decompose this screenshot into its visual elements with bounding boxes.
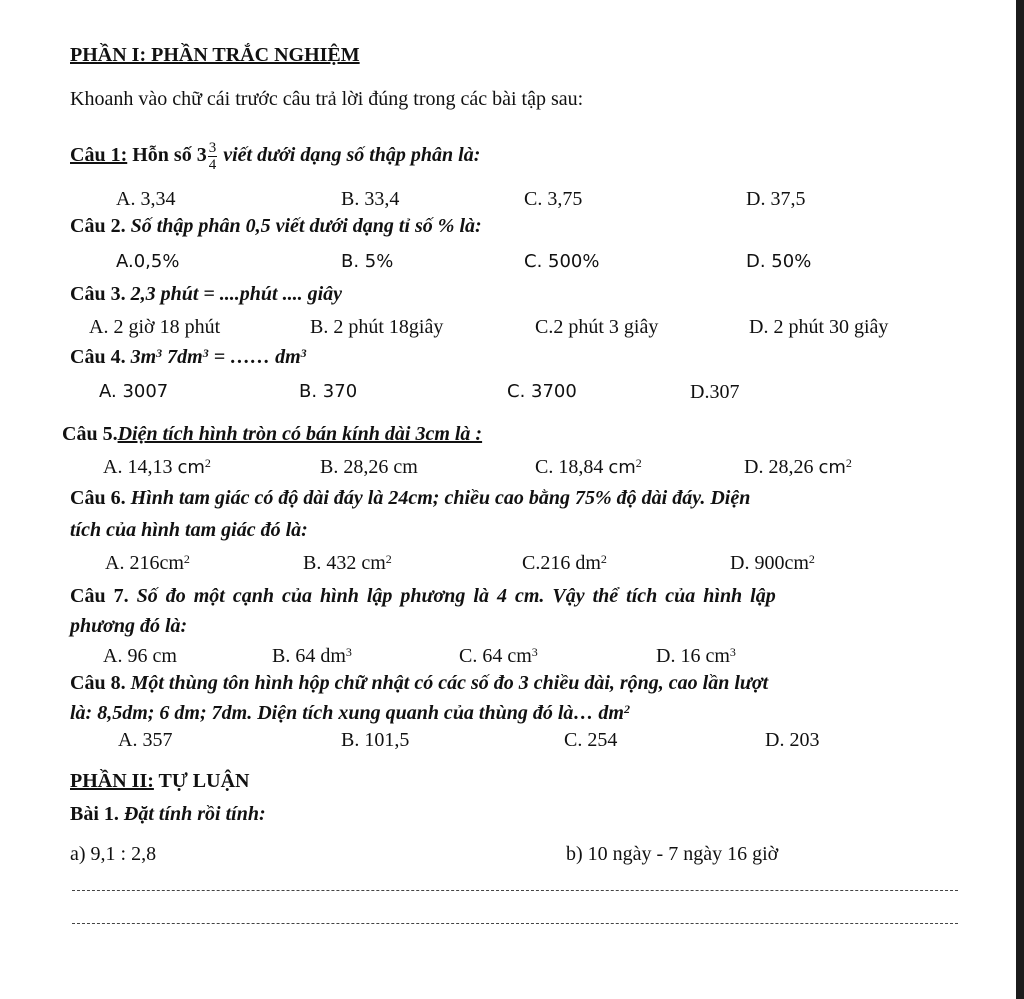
part1-instruction: Khoanh vào chữ cái trước câu trả lời đúng trong các bài tập sau: (70, 88, 584, 110)
q1-text: viết dưới dạng số thập phân là: (223, 144, 481, 167)
q8-option-c[interactable]: C. 254 (564, 729, 618, 751)
q4-option-b[interactable]: B. 370 (299, 381, 358, 402)
q7-label: Câu 7. (70, 585, 129, 607)
q6-option-b-text: B. 432 cm (303, 552, 386, 574)
q7-option-b[interactable] (272, 645, 352, 667)
question-6 (70, 487, 750, 509)
q8-label: Câu 8. (70, 672, 126, 694)
q7-option-c-sup: 3 (531, 645, 538, 659)
q2-option-c[interactable]: C. 500% (524, 251, 600, 272)
q1-fraction (208, 140, 218, 173)
answer-dotted-line-2 (72, 923, 958, 924)
q8-text-line2-text: là: 8,5dm; 6 dm; 7dm. Diện tích xung quanh của thùng đó là… dm (70, 702, 624, 724)
q4-label: Câu 4. (70, 346, 126, 368)
q1-label: Câu 1: (70, 144, 128, 167)
q5-option-c-sup: 2 (635, 456, 642, 470)
q2-label: Câu 2. (70, 215, 126, 237)
bai1-label: Bài 1. (70, 803, 119, 825)
q1-fraction-numerator: 3 (208, 140, 217, 156)
question-2 (70, 215, 482, 237)
q5-option-d-value: D. 28,26 (744, 456, 819, 478)
q2-text: Số thập phân 0,5 viết dưới dạng tỉ số % là: (130, 215, 482, 237)
q5-option-a-unit: cm (177, 457, 205, 478)
q6-option-b[interactable] (303, 552, 392, 574)
q6-text-line2: tích của hình tam giác đó là: (70, 519, 308, 541)
bai-1 (70, 803, 266, 825)
q6-text-line1: Hình tam giác có độ dài đáy là 24cm; chiều cao bằng 75% độ dài đáy. Diện (130, 487, 751, 509)
q3-option-c[interactable]: C.2 phút 3 giây (535, 316, 659, 338)
q1-option-a[interactable]: A. 3,34 (116, 188, 176, 210)
part2-title (70, 770, 249, 792)
q4-sup-b: 3 (202, 346, 209, 360)
question-8 (70, 672, 768, 694)
bai1-text: Đặt tính rồi tính: (123, 803, 266, 825)
q5-label: Câu 5. (62, 423, 118, 445)
q4-option-c[interactable]: C. 3700 (507, 381, 577, 402)
q6-option-c-sup: 2 (600, 552, 607, 566)
part2-subtitle: TỰ LUẬN (153, 770, 250, 792)
q7-option-c-text: C. 64 cm (459, 645, 532, 667)
question-5 (62, 423, 482, 445)
q1-option-c[interactable]: C. 3,75 (524, 188, 583, 210)
q7-option-c[interactable] (459, 645, 538, 667)
q7-option-a[interactable]: A. 96 cm (103, 645, 177, 667)
q6-option-c[interactable] (522, 552, 607, 574)
q1-option-b[interactable]: B. 33,4 (341, 188, 400, 210)
q7-option-d-text: D. 16 cm (656, 645, 730, 667)
q1-option-d[interactable]: D. 37,5 (746, 188, 806, 210)
question-4 (70, 346, 307, 368)
q7-option-d[interactable] (656, 645, 736, 667)
q4-expression (131, 346, 307, 368)
q8-option-b[interactable]: B. 101,5 (341, 729, 410, 751)
q6-label: Câu 6. (70, 487, 126, 509)
q3-text: 2,3 phút = ....phút .... giây (130, 283, 343, 305)
q4-text-c: = …… dm (208, 346, 301, 368)
q6-option-d[interactable] (730, 552, 815, 574)
q8-option-d[interactable]: D. 203 (765, 729, 820, 751)
q3-label: Câu 3. (70, 283, 126, 305)
q7-option-d-sup: 3 (729, 645, 736, 659)
q1-prefix: Hỗn số 3 (127, 144, 207, 167)
q4-text-a: 3m (130, 346, 157, 368)
q5-option-b[interactable]: B. 28,26 cm (320, 456, 418, 478)
q6-option-d-text: D. 900cm (730, 552, 809, 574)
q4-sup-a: 3 (156, 346, 163, 360)
q7-option-b-text: B. 64 dm (272, 645, 346, 667)
q6-option-d-sup: 2 (808, 552, 815, 566)
q5-option-d-unit: cm (818, 457, 846, 478)
q5-option-c-unit: cm (608, 457, 636, 478)
q5-option-a-sup: 2 (204, 456, 211, 470)
q6-option-a[interactable] (105, 552, 190, 574)
q4-sup-c: 3 (300, 346, 307, 360)
q4-text-b: 7dm (162, 346, 203, 368)
q5-text: Diện tích hình tròn có bán kính dài 3cm là : (117, 423, 483, 445)
q7-text-line1: Số đo một cạnh của hình lập phương là 4 cm. Vậy thể tích của hình lập (136, 585, 776, 607)
q5-option-d-sup: 2 (845, 456, 852, 470)
q8-option-a[interactable]: A. 357 (118, 729, 173, 751)
q8-text-line2 (70, 702, 630, 724)
q7-text-line2: phương đó là: (70, 615, 188, 637)
q5-option-a[interactable] (103, 456, 211, 479)
bai1-part-b: b) 10 ngày - 7 ngày 16 giờ (566, 843, 779, 865)
q6-option-b-sup: 2 (385, 552, 392, 566)
bai1-part-a: a) 9,1 : 2,8 (70, 843, 157, 865)
q1-fraction-denominator: 4 (208, 157, 217, 173)
q3-option-d[interactable]: D. 2 phút 30 giây (749, 316, 889, 338)
q6-option-a-text: A. 216cm (105, 552, 184, 574)
q6-option-c-text: C.216 dm (522, 552, 601, 574)
q3-option-a[interactable]: A. 2 giờ 18 phút (89, 316, 221, 338)
q8-text-line1: Một thùng tôn hình hộp chữ nhật có các số đo 3 chiều dài, rộng, cao lần lượt (130, 672, 769, 694)
question-7 (70, 585, 776, 607)
q5-option-c-value: C. 18,84 (535, 456, 609, 478)
q7-option-b-sup: 3 (345, 645, 352, 659)
q2-option-a[interactable]: A.0,5% (116, 251, 180, 272)
question-1 (70, 140, 480, 173)
q4-option-d[interactable]: D.307 (690, 381, 740, 403)
q6-option-a-sup: 2 (183, 552, 190, 566)
q5-option-d[interactable] (744, 456, 852, 479)
q2-option-d[interactable]: D. 50% (746, 251, 812, 272)
q5-option-a-value: A. 14,13 (103, 456, 178, 478)
answer-dotted-line-1 (72, 890, 958, 891)
q5-option-c[interactable] (535, 456, 642, 479)
part2-title-text: PHẦN II: (70, 770, 154, 792)
q3-option-b[interactable]: B. 2 phút 18giây (310, 316, 444, 338)
q4-option-a[interactable]: A. 3007 (99, 381, 169, 402)
part1-title (70, 44, 360, 66)
q8-sup: 2 (623, 702, 630, 716)
question-3 (70, 283, 342, 305)
part1-title-text: PHẦN I: PHẦN TRẮC NGHIỆM (70, 44, 360, 66)
q2-option-b[interactable]: B. 5% (341, 251, 394, 272)
